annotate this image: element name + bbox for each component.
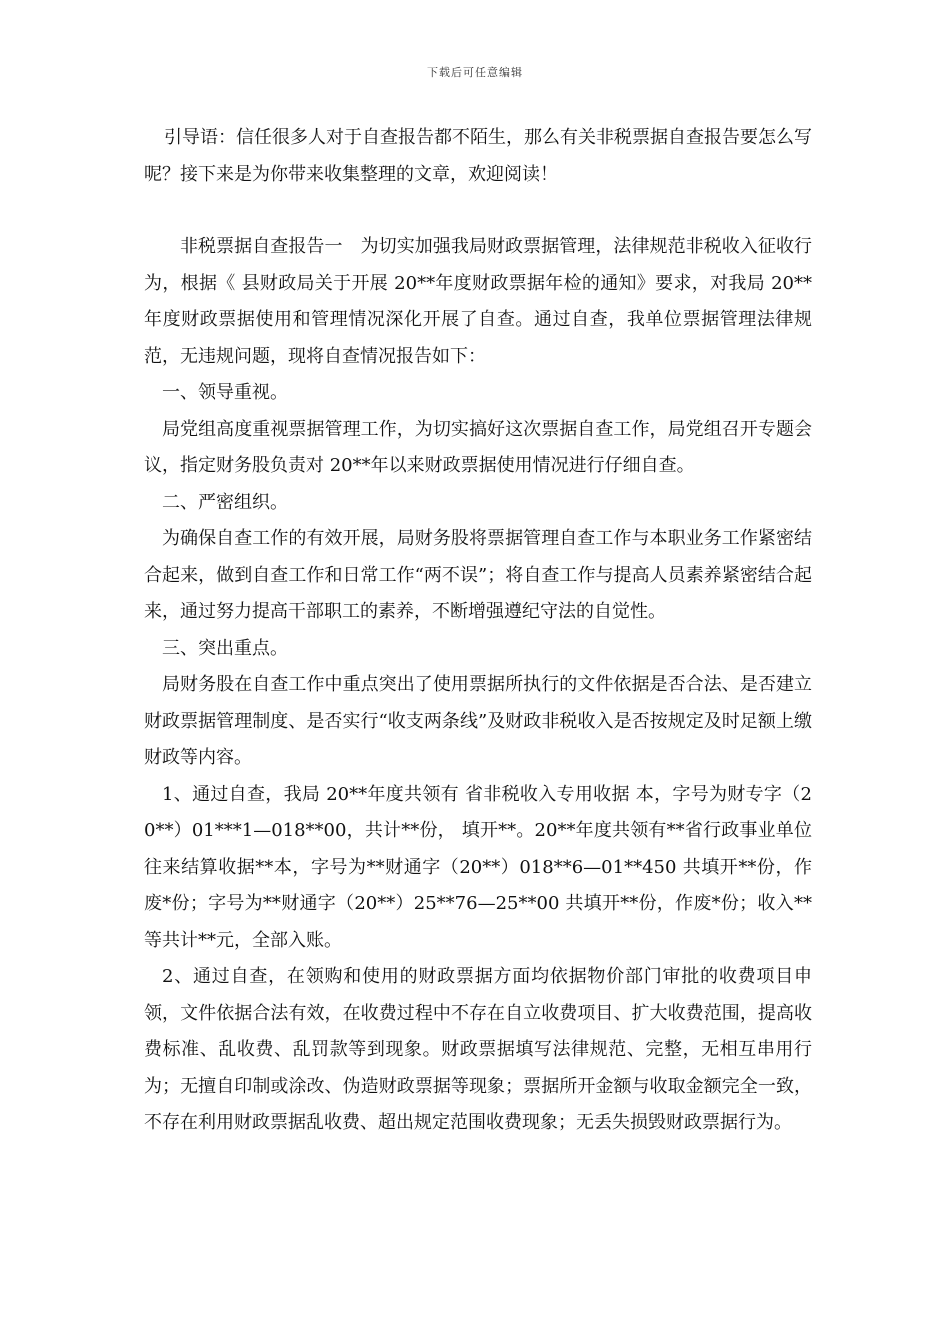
report-paragraph-4: 局财务股在自查工作中重点突出了使用票据所执行的文件依据是否合法、是否建立财政票据管理制度、是否实行“收支两条线”及财政非税收入是否按规定及时足额上缴财政等内容。: [144, 674, 812, 768]
document-body: [144, 120, 812, 1142]
section-heading-focus: 三、突出重点。: [162, 637, 288, 659]
section-heading-leadership: 一、领导重视。: [162, 382, 288, 403]
report-item-2: 2、通过自查，在领购和使用的财政票据方面均依据物价部门审批的收费项目申领，文件依据合法有效，在收费过程中不存在自立收费项目、扩大收费范围，提高收费标准、乱收费、乱罚款等到现象。财政票据填写法律规范、完整，无相互串用行为；无擅自印制或涂改、伪造财政票据等现象；票据所开金额与收取金额完全一致，不存在利用财政票据乱收费、超出规定范围收费现象；无丢失损毁财政票据行为。: [144, 966, 812, 1133]
report-paragraph-2: 局党组高度重视票据管理工作，为切实搞好这次票据自查工作，局党组召开专题会议，指定财务股负责对 20**年以来财政票据使用情况进行仔细自查。: [144, 418, 812, 476]
header-note: 下载后可任意编辑: [427, 66, 523, 79]
intro-paragraph: 引导语：信任很多人对于自查报告都不陌生，那么有关非税票据自查报告要怎么写呢？接下来是为你带来收集整理的文章，欢迎阅读！: [144, 127, 812, 185]
section-heading-organization: 二、严密组织。: [162, 491, 288, 513]
report-paragraph-1: 非税票据自查报告一 为切实加强我局财政票据管理，法律规范非税收入征收行为，根据《 县财政局关于开展 20**年度财政票据年检的通知》要求，对我局 20**年度财政票据使用和管理情况深化开展了自查。通过自查，我单位票据管理法律规范，无违规问题，现将自查情况报告如下：: [144, 236, 812, 367]
report-item-1: 1、通过自查，我局 20**年度共领有 省非税收入专用收据 本，字号为财专字（20**）01***1—018**00，共计**份， 填开**。20**年度共领有**省行政事业单位往来结算收据**本，字号为**财通字（20**）018**6—01**450 共填开**份，作废*份；字号为**财通字（20**）25**76—25**00 共填开**份，作废*份；收入**等共计**元，全部入账。: [144, 783, 812, 951]
report-paragraph-3: 为确保自查工作的有效开展，局财务股将票据管理自查工作与本职业务工作紧密结合起来，做到自查工作和日常工作“两不误”；将自查工作与提高人员素养紧密结合起来，通过努力提高干部职工的素养，不断增强遵纪守法的自觉性。: [144, 528, 812, 622]
